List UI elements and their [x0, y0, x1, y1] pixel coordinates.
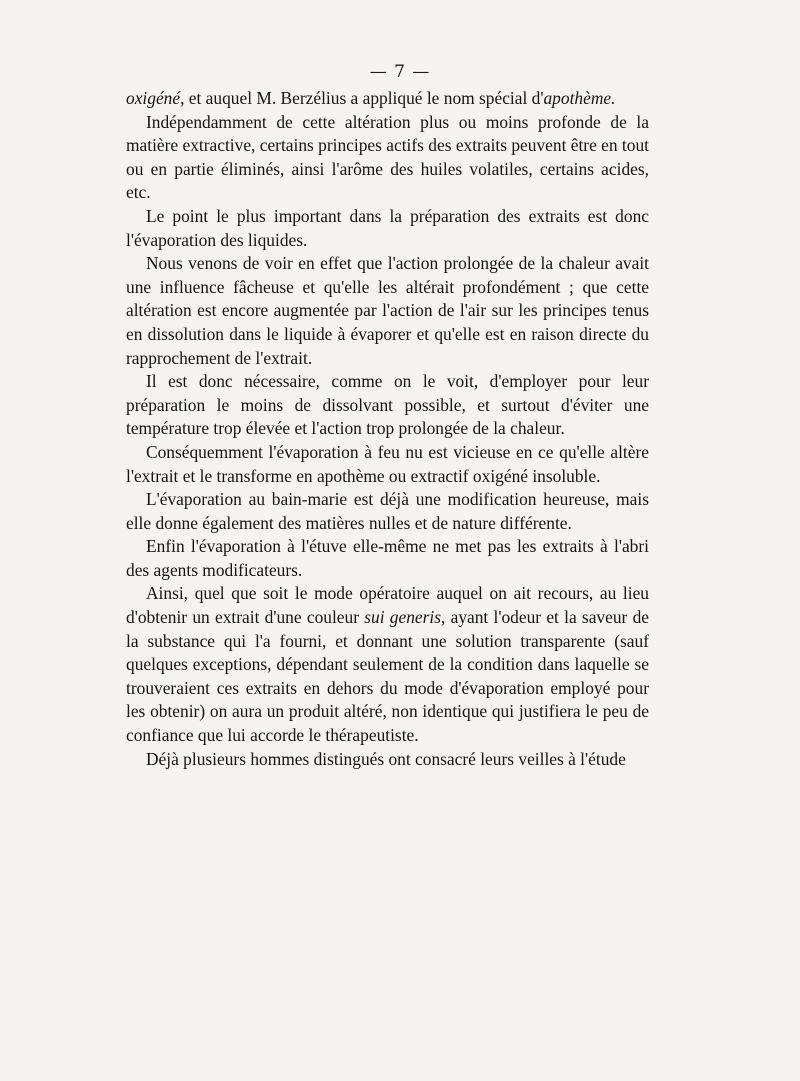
- paragraph: [126, 535, 649, 582]
- paragraph: [126, 87, 649, 111]
- italic-text: oxigéné: [126, 88, 181, 108]
- text-segment: Ainsi, quel que soit le mode opératoire auquel on ait recours, au lieu d'obtenir un extrait d'une couleur: [126, 583, 649, 628]
- paragraph: [126, 370, 649, 441]
- paragraph: [126, 748, 649, 772]
- paragraph: [126, 252, 649, 370]
- text-segment: Le point le plus important dans la préparation des extraits est donc l'évaporation des liquides.: [126, 205, 649, 250]
- text-segment: Déjà plusieurs hommes distingués ont consacré leurs veilles à l'étude: [146, 748, 626, 769]
- text-segment: , et auquel M. Berzélius a appliqué le nom spécial d': [180, 88, 544, 108]
- text-segment: Conséquemment l'évaporation à feu nu est vicieuse en ce qu'elle altère l'extrait et le transforme en apothème ou extractif oxigéné insoluble.: [126, 441, 649, 486]
- paragraph: [126, 488, 649, 535]
- text-segment: , ayant l'odeur et la saveur de la substance qui l'a fourni, et donnant une solution transparente (sauf quelques exceptions, dépendant seulement de la condition dans laquelle se trouveraient ces extraits en dehors du mode d'évaporation employé pour les obtenir) on aura un produit altéré, non identique qui justifiera le peu de confiance que lui accorde le thérapeutiste.: [126, 607, 649, 746]
- paragraph: [126, 205, 649, 252]
- italic-text: apothème.: [543, 88, 616, 108]
- text-segment: Indépendamment de cette altération plus ou moins profonde de la matière extractive, certains principes actifs des extraits peuvent être en tout ou en partie éliminés, ainsi l'arôme des huiles volatiles, certains acides, etc.: [126, 111, 649, 203]
- paragraph: [126, 582, 649, 747]
- paragraph: [126, 441, 649, 488]
- italic-text: sui generis: [364, 607, 441, 628]
- text-segment: L'évaporation au bain-marie est déjà une modification heureuse, mais elle donne également des matières nulles et de nature différente.: [126, 489, 649, 533]
- text-segment: Enfin l'évaporation à l'étuve elle-même ne met pas les extraits à l'abri des agents modificateurs.: [126, 536, 649, 580]
- text-segment: Nous venons de voir en effet que l'action prolongée de la chaleur avait une influence fâcheuse et qu'elle les altérait profondément ; que cette altération est encore augmentée par l'action de l'air sur les principes tenus en dissolution dans le liquide à évaporer et qu'elle est en raison directe du rapprochement de l'extrait.: [126, 253, 649, 368]
- text-segment: Il est donc nécessaire, comme on le voit, d'employer pour leur préparation le moins de dissolvant possible, et surtout d'éviter une température trop élevée et l'action trop prolongée de la chaleur.: [126, 371, 649, 439]
- page-number: — 7 —: [369, 62, 431, 82]
- paragraph: [126, 111, 649, 205]
- body-text: [126, 87, 649, 771]
